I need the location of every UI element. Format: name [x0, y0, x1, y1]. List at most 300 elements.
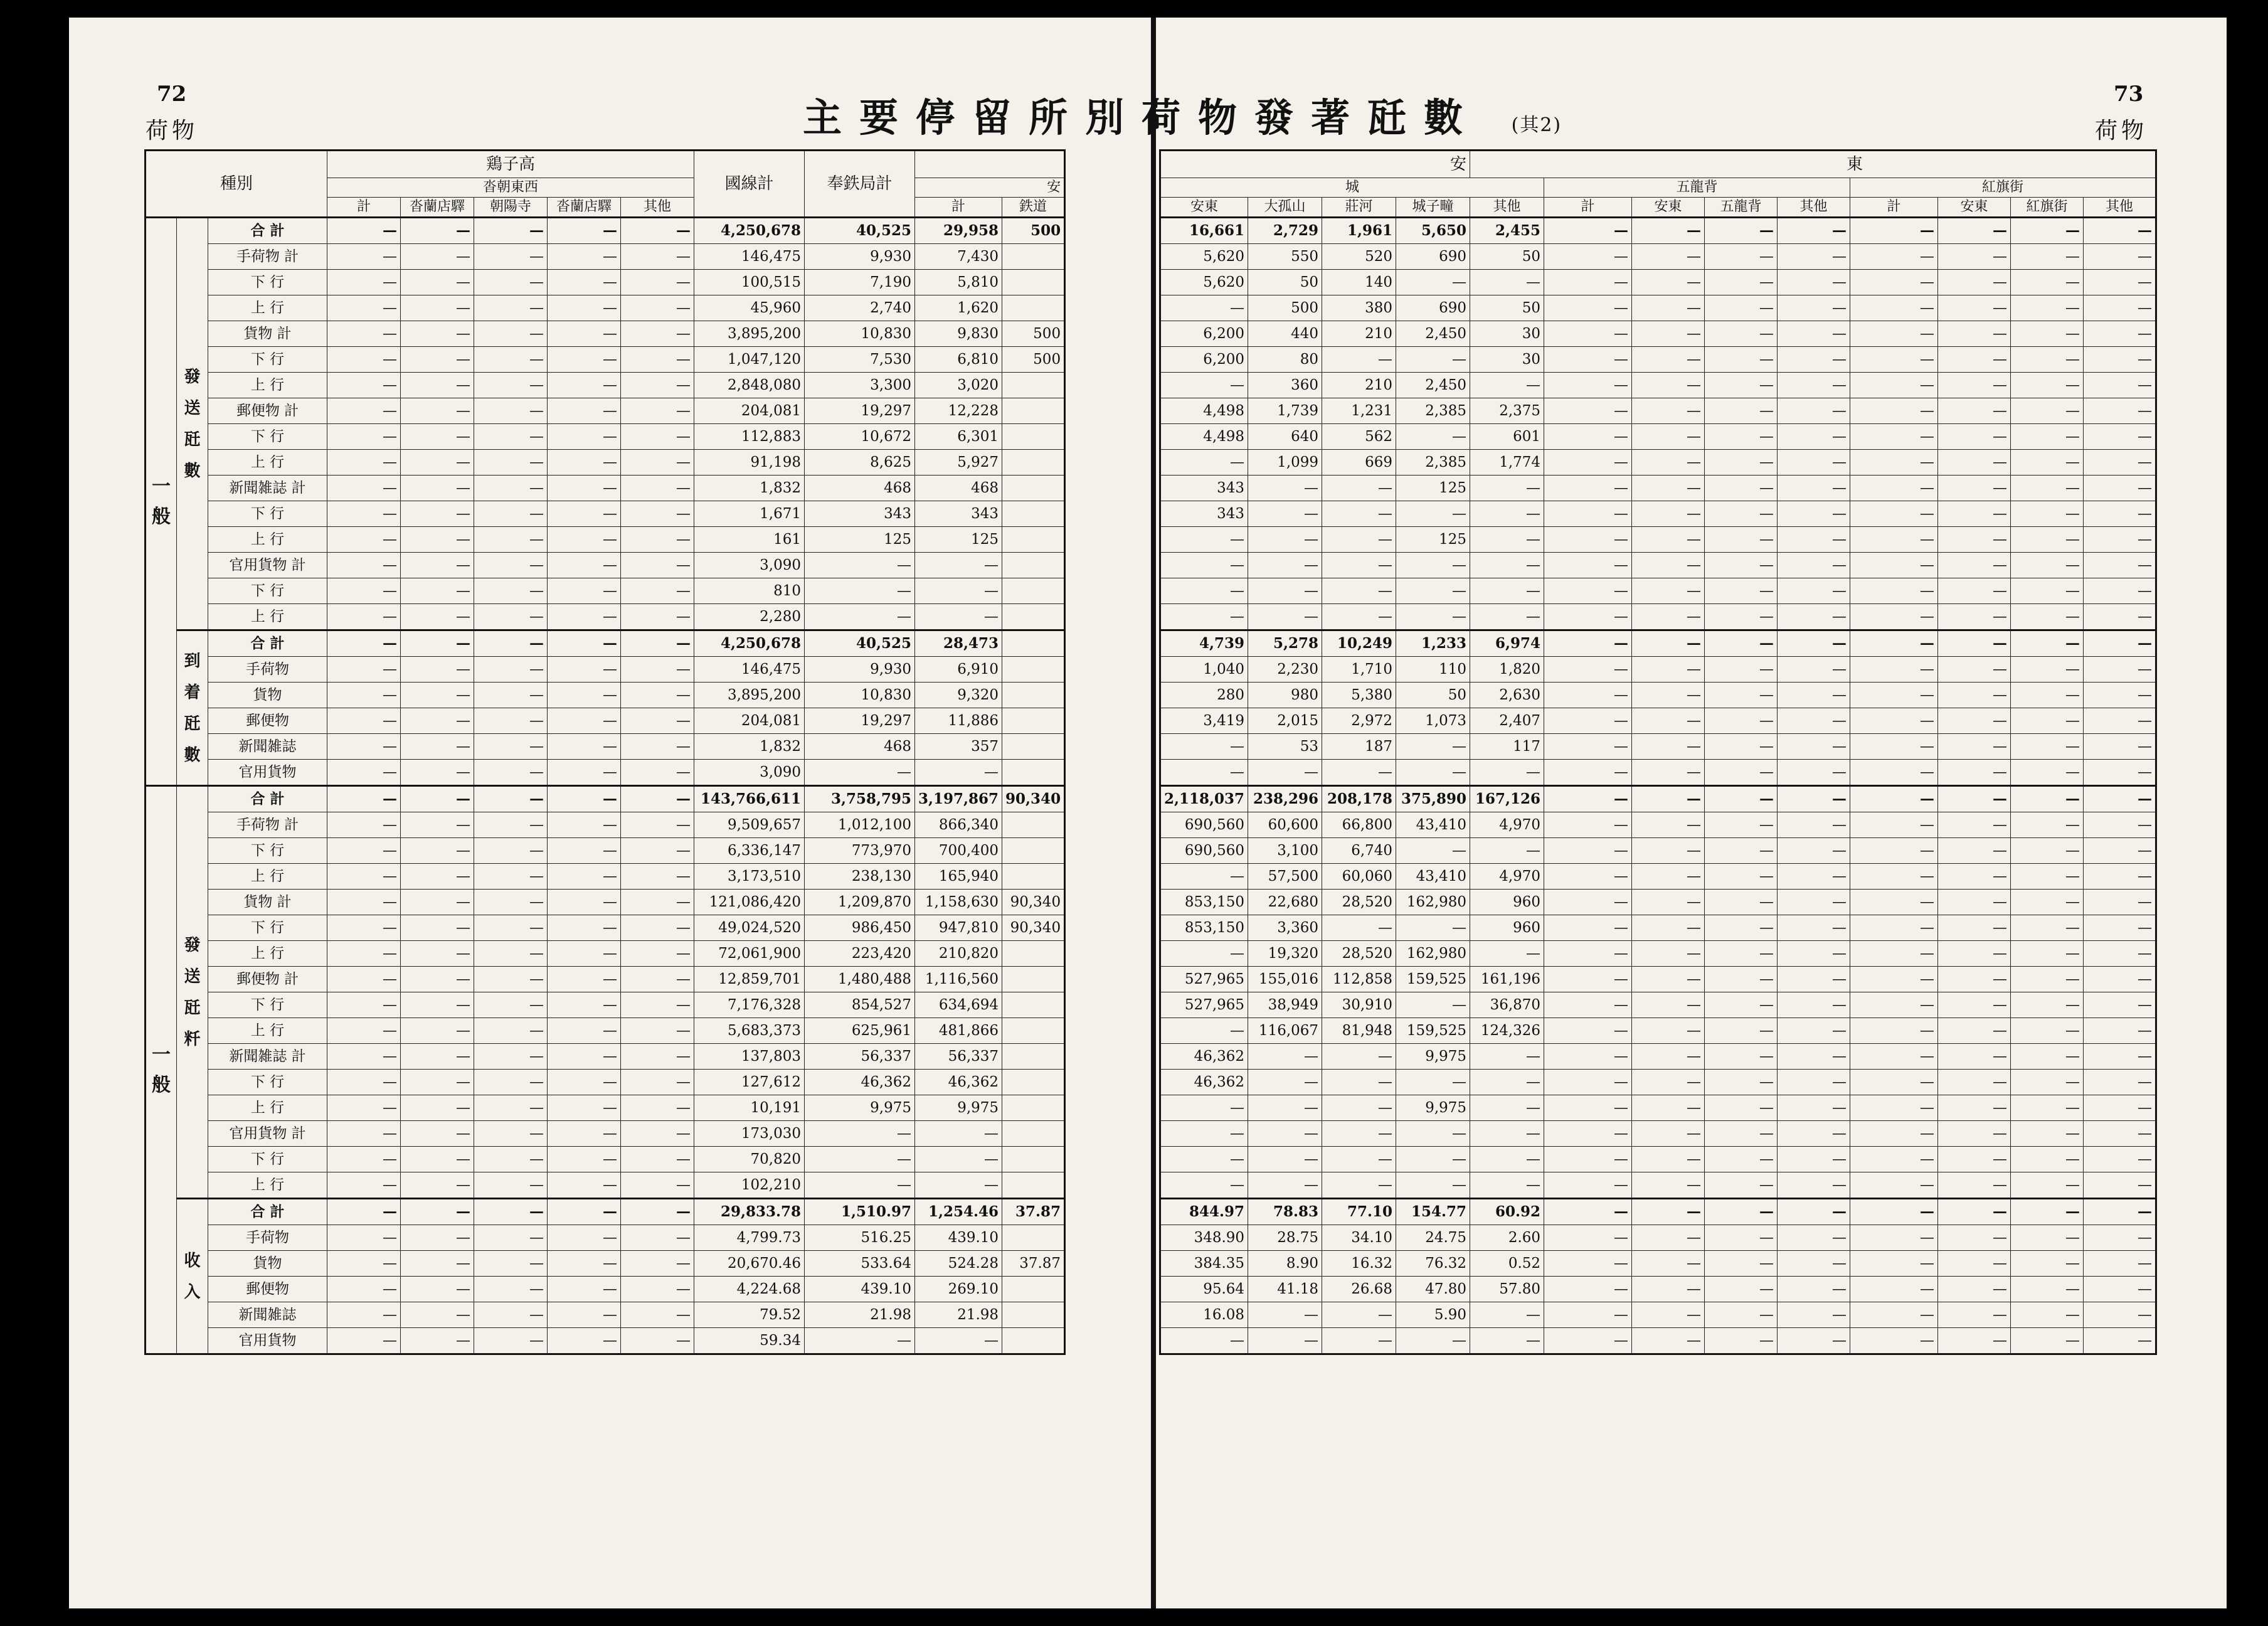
cell-dash: —	[401, 630, 474, 657]
cell-dash: —	[1850, 398, 1938, 424]
cell-value: 72,061,900	[694, 941, 805, 967]
cell-dash: —	[1850, 734, 1938, 760]
cell-value: 43,410	[1396, 812, 1470, 838]
cell-dash: —	[2011, 398, 2084, 424]
cell-value: 8,625	[805, 450, 915, 476]
row-label: 下 行	[208, 270, 327, 295]
table-row	[146, 321, 1065, 347]
table-row	[146, 424, 1065, 450]
cell-dash: —	[327, 476, 401, 501]
cell-dash: —	[1544, 941, 1632, 967]
cell-value: 70,820	[694, 1147, 805, 1172]
cell-dash: —	[1850, 1328, 1938, 1354]
row-label: 上 行	[208, 527, 327, 553]
cell-dash: —	[1850, 1302, 1938, 1328]
cell-dash: —	[1938, 1095, 2011, 1121]
cell-dash: —	[2084, 1251, 2156, 1277]
table-row	[1160, 1121, 2156, 1147]
cell-dash: —	[401, 1095, 474, 1121]
cell-dash: —	[327, 270, 401, 295]
cell-dash: —	[327, 812, 401, 838]
cell-value	[1002, 295, 1065, 321]
page-title	[803, 87, 1562, 142]
cell-value: —	[915, 1147, 1002, 1172]
cell-value: 29,958	[915, 218, 1002, 244]
table-row	[1160, 760, 2156, 786]
cell-dash: —	[621, 347, 694, 373]
cell-dash: —	[621, 218, 694, 244]
cell-value: 143,766,611	[694, 786, 805, 812]
cell-dash: —	[327, 838, 401, 864]
cell-dash: —	[548, 941, 621, 967]
cell-value: 1,671	[694, 501, 805, 527]
cell-dash: —	[2084, 1095, 2156, 1121]
cell-value: 125	[915, 527, 1002, 553]
cell-dash: —	[1544, 1328, 1632, 1354]
cell-dash: —	[2011, 1044, 2084, 1070]
cell-dash: —	[2084, 244, 2156, 270]
cell-value: 10,191	[694, 1095, 805, 1121]
cell-dash: —	[1705, 373, 1778, 398]
cell-value: 2,230	[1248, 657, 1322, 683]
cell-dash: —	[621, 1251, 694, 1277]
table-row	[146, 683, 1065, 708]
cell-value: —	[805, 553, 915, 578]
cell-value: 30,910	[1322, 992, 1396, 1018]
table-row	[146, 1044, 1065, 1070]
cell-dash: —	[401, 218, 474, 244]
cell-dash: —	[548, 992, 621, 1018]
cell-dash: —	[327, 527, 401, 553]
cell-dash: —	[1778, 424, 1850, 450]
cell-dash: —	[1938, 476, 2011, 501]
cell-dash: —	[1632, 630, 1705, 657]
cell-value: 1,012,100	[805, 812, 915, 838]
cell-value: —	[915, 1121, 1002, 1147]
table-row	[1160, 786, 2156, 812]
cell-dash: —	[1705, 864, 1778, 890]
cell-dash: —	[1938, 1302, 2011, 1328]
cell-dash: —	[327, 398, 401, 424]
cell-value: —	[1396, 424, 1470, 450]
table-row	[146, 1018, 1065, 1044]
cell-value: 165,940	[915, 864, 1002, 890]
cell-dash: —	[1705, 321, 1778, 347]
cell-value: —	[1248, 476, 1322, 501]
cell-value	[1002, 708, 1065, 734]
cell-dash: —	[474, 864, 548, 890]
cell-dash: —	[1938, 450, 2011, 476]
cell-value: 601	[1470, 424, 1544, 450]
cell-dash: —	[1632, 915, 1705, 941]
cell-value: 6,740	[1322, 838, 1396, 864]
cell-dash: —	[1850, 1121, 1938, 1147]
cell-dash: —	[1938, 734, 2011, 760]
cell-dash: —	[2084, 812, 2156, 838]
row-label: 官用貨物 計	[208, 553, 327, 578]
cell-dash: —	[2011, 786, 2084, 812]
cell-dash: —	[1705, 967, 1778, 992]
table-row	[1160, 890, 2156, 915]
cell-dash: —	[1938, 1225, 2011, 1251]
cell-value	[1002, 578, 1065, 604]
cell-value: 6,200	[1160, 347, 1248, 373]
cell-dash: —	[1850, 244, 1938, 270]
row-label: 下 行	[208, 838, 327, 864]
cell-value: —	[1248, 578, 1322, 604]
cell-value: 5,810	[915, 270, 1002, 295]
table-row	[1160, 1277, 2156, 1302]
cell-value: —	[1160, 450, 1248, 476]
cell-dash: —	[2011, 604, 2084, 630]
cell-dash: —	[1544, 812, 1632, 838]
table-row	[1160, 967, 2156, 992]
cell-dash: —	[1850, 347, 1938, 373]
cell-dash: —	[2011, 476, 2084, 501]
cell-dash: —	[327, 786, 401, 812]
cell-dash: —	[1705, 398, 1778, 424]
cell-value: —	[1396, 1121, 1470, 1147]
cell-dash: —	[1850, 657, 1938, 683]
cell-dash: —	[401, 270, 474, 295]
cell-dash: —	[327, 424, 401, 450]
cell-dash: —	[2084, 321, 2156, 347]
cell-dash: —	[2084, 630, 2156, 657]
cell-dash: —	[1705, 734, 1778, 760]
cell-value: —	[1396, 1147, 1470, 1172]
cell-value: 1,774	[1470, 450, 1544, 476]
cell-dash: —	[2011, 1147, 2084, 1172]
cell-value	[1002, 244, 1065, 270]
cell-value: —	[1470, 838, 1544, 864]
cell-dash: —	[327, 1302, 401, 1328]
cell-dash: —	[474, 450, 548, 476]
cell-dash: —	[2011, 683, 2084, 708]
cell-value: —	[1322, 1302, 1396, 1328]
row-label: 郵便物	[208, 708, 327, 734]
cell-dash: —	[474, 1070, 548, 1095]
cell-dash: —	[1850, 760, 1938, 786]
row-label: 新聞雑誌 計	[208, 476, 327, 501]
cell-dash: —	[401, 1121, 474, 1147]
cell-dash: —	[621, 1225, 694, 1251]
cell-dash: —	[621, 1277, 694, 1302]
table-row	[1160, 527, 2156, 553]
right-header-row-1	[1160, 151, 2156, 178]
cell-value: 28,520	[1322, 941, 1396, 967]
cell-dash: —	[1705, 915, 1778, 941]
cell-dash: —	[2011, 1121, 2084, 1147]
cell-dash: —	[1778, 295, 1850, 321]
cell-dash: —	[1544, 1147, 1632, 1172]
cell-value: —	[1248, 501, 1322, 527]
left-page-number: 72	[157, 82, 187, 107]
cell-dash: —	[1938, 760, 2011, 786]
cell-value: 360	[1248, 373, 1322, 398]
cell-dash: —	[474, 683, 548, 708]
cell-dash: —	[474, 1199, 548, 1225]
side-label-group: 發送瓩粁	[177, 786, 208, 1199]
cell-value: 3,090	[694, 553, 805, 578]
cell-dash: —	[1778, 398, 1850, 424]
cell-value: —	[1396, 553, 1470, 578]
cell-dash: —	[548, 321, 621, 347]
title-text: 主要停留所別荷物發著瓩數	[803, 95, 1481, 141]
cell-value: —	[805, 1147, 915, 1172]
cell-dash: —	[1778, 992, 1850, 1018]
cell-dash: —	[1778, 812, 1850, 838]
cell-value: 6,336,147	[694, 838, 805, 864]
cell-value: 810	[694, 578, 805, 604]
cell-dash: —	[1632, 1251, 1705, 1277]
cell-dash: —	[2011, 373, 2084, 398]
cell-value: 2,015	[1248, 708, 1322, 734]
cell-value: 204,081	[694, 708, 805, 734]
header-higashi: 東	[1470, 151, 2156, 178]
cell-dash: —	[548, 604, 621, 630]
table-row	[146, 992, 1065, 1018]
table-row	[146, 1277, 1065, 1302]
cell-dash: —	[1705, 657, 1778, 683]
table-row	[146, 1147, 1065, 1172]
cell-value: —	[1248, 1044, 1322, 1070]
title-subtitle: (其2)	[1511, 114, 1562, 136]
table-row	[146, 501, 1065, 527]
cell-dash: —	[1632, 1147, 1705, 1172]
cell-dash: —	[1705, 1095, 1778, 1121]
cell-value: —	[805, 1172, 915, 1199]
cell-dash: —	[401, 578, 474, 604]
cell-value: 4,799.73	[694, 1225, 805, 1251]
cell-value: 853,150	[1160, 915, 1248, 941]
cell-value: —	[1160, 553, 1248, 578]
cell-value: 1,233	[1396, 630, 1470, 657]
cell-value: 1,480,488	[805, 967, 915, 992]
cell-value: 357	[915, 734, 1002, 760]
cell-value: 343	[1160, 501, 1248, 527]
cell-dash: —	[1544, 786, 1632, 812]
cell-dash: —	[1778, 218, 1850, 244]
row-label: 上 行	[208, 1172, 327, 1199]
cell-dash: —	[327, 708, 401, 734]
cell-dash: —	[474, 657, 548, 683]
cell-value: —	[1396, 1172, 1470, 1199]
cell-value: —	[1322, 476, 1396, 501]
cell-dash: —	[474, 1225, 548, 1251]
cell-dash: —	[1778, 373, 1850, 398]
cell-dash: —	[2084, 347, 2156, 373]
cell-dash: —	[2084, 1147, 2156, 1172]
table-row	[1160, 1018, 2156, 1044]
cell-dash: —	[1705, 1070, 1778, 1095]
cell-value: —	[1160, 604, 1248, 630]
cell-dash: —	[1938, 1018, 2011, 1044]
cell-dash: —	[621, 553, 694, 578]
cell-dash: —	[1544, 398, 1632, 424]
table-row	[1160, 1251, 2156, 1277]
cell-dash: —	[1544, 501, 1632, 527]
cell-dash: —	[1705, 786, 1778, 812]
book-gutter	[1151, 18, 1156, 1608]
cell-dash: —	[1850, 1147, 1938, 1172]
cell-value: 57.80	[1470, 1277, 1544, 1302]
cell-dash: —	[474, 1302, 548, 1328]
header-jo: 城	[1160, 178, 1544, 198]
cell-value	[1002, 941, 1065, 967]
cell-value: 116,067	[1248, 1018, 1322, 1044]
cell-dash: —	[474, 915, 548, 941]
cell-dash: —	[2084, 992, 2156, 1018]
cell-dash: —	[2011, 1095, 2084, 1121]
table-row	[146, 734, 1065, 760]
cell-dash: —	[1544, 1225, 1632, 1251]
cell-value: 28,520	[1322, 890, 1396, 915]
cell-value: —	[1470, 501, 1544, 527]
cell-dash: —	[1778, 450, 1850, 476]
table-row	[146, 578, 1065, 604]
cell-value: 22,680	[1248, 890, 1322, 915]
cell-dash: —	[327, 941, 401, 967]
cell-value: 500	[1002, 321, 1065, 347]
cell-dash: —	[401, 1199, 474, 1225]
cell-dash: —	[1778, 1328, 1850, 1354]
cell-value: 690	[1396, 295, 1470, 321]
cell-dash: —	[621, 424, 694, 450]
cell-dash: —	[1938, 864, 2011, 890]
cell-dash: —	[474, 708, 548, 734]
cell-value: 110	[1396, 657, 1470, 683]
cell-dash: —	[1705, 1199, 1778, 1225]
cell-value: —	[1322, 527, 1396, 553]
cell-dash: —	[1938, 1070, 2011, 1095]
cell-dash: —	[2084, 373, 2156, 398]
row-label: 上 行	[208, 295, 327, 321]
cell-value: 125	[1396, 476, 1470, 501]
cell-dash: —	[327, 578, 401, 604]
row-label: 郵便物 計	[208, 967, 327, 992]
cell-dash: —	[1544, 683, 1632, 708]
cell-value: —	[1160, 527, 1248, 553]
table-row	[1160, 501, 2156, 527]
cell-value: 16,661	[1160, 218, 1248, 244]
cell-value: —	[1396, 270, 1470, 295]
cell-value: 1,832	[694, 476, 805, 501]
cell-dash: —	[1632, 1277, 1705, 1302]
cell-value: 16.08	[1160, 1302, 1248, 1328]
cell-value: 210,820	[915, 941, 1002, 967]
cell-dash: —	[327, 760, 401, 786]
cell-value: 2.60	[1470, 1225, 1544, 1251]
cell-dash: —	[621, 1199, 694, 1225]
cell-dash: —	[1850, 218, 1938, 244]
cell-value: —	[1470, 1147, 1544, 1172]
cell-value	[1002, 476, 1065, 501]
cell-dash: —	[1938, 295, 2011, 321]
cell-dash: —	[621, 1121, 694, 1147]
cell-dash: —	[1938, 1199, 2011, 1225]
cell-dash: —	[621, 604, 694, 630]
cell-value: —	[1160, 760, 1248, 786]
row-label: 手荷物	[208, 1225, 327, 1251]
cell-dash: —	[2084, 604, 2156, 630]
cell-value: 12,859,701	[694, 967, 805, 992]
cell-value: 53	[1248, 734, 1322, 760]
cell-dash: —	[1544, 553, 1632, 578]
cell-dash: —	[327, 683, 401, 708]
cell-value: 9,830	[915, 321, 1002, 347]
cell-value: —	[915, 1328, 1002, 1354]
cell-dash: —	[474, 786, 548, 812]
cell-value: 4,250,678	[694, 630, 805, 657]
cell-dash: —	[2011, 244, 2084, 270]
cell-dash: —	[1705, 838, 1778, 864]
cell-dash: —	[621, 915, 694, 941]
cell-dash: —	[548, 347, 621, 373]
cell-dash: —	[1850, 578, 1938, 604]
cell-dash: —	[401, 1277, 474, 1302]
cell-value: 5,927	[915, 450, 1002, 476]
table-row	[1160, 630, 2156, 657]
cell-value	[1002, 1302, 1065, 1328]
cell-value: —	[1470, 1095, 1544, 1121]
table-row	[146, 604, 1065, 630]
cell-dash: —	[1632, 604, 1705, 630]
right-header-row-2	[1160, 178, 2156, 198]
table-row	[146, 864, 1065, 890]
cell-dash: —	[621, 657, 694, 683]
header-kind: 種別	[146, 151, 327, 218]
cell-dash: —	[2011, 218, 2084, 244]
cell-dash: —	[327, 295, 401, 321]
cell-value	[1002, 527, 1065, 553]
cell-dash: —	[474, 270, 548, 295]
cell-dash: —	[1778, 1172, 1850, 1199]
cell-dash: —	[2011, 838, 2084, 864]
cell-value: —	[1470, 760, 1544, 786]
cell-dash: —	[1632, 553, 1705, 578]
cell-dash: —	[621, 1328, 694, 1354]
cell-value: 1,961	[1322, 218, 1396, 244]
cell-value: 146,475	[694, 244, 805, 270]
cell-dash: —	[1850, 1251, 1938, 1277]
table-row	[146, 373, 1065, 398]
cell-value: —	[1396, 915, 1470, 941]
cell-dash: —	[474, 1121, 548, 1147]
col-gr-goryuhai: 五龍背	[1705, 198, 1778, 218]
cell-value: 1,510.97	[805, 1199, 915, 1225]
cell-value: 7,176,328	[694, 992, 805, 1018]
left-header-row-1	[146, 151, 1065, 178]
cell-dash: —	[401, 398, 474, 424]
cell-dash: —	[1850, 501, 1938, 527]
cell-value: 46,362	[915, 1070, 1002, 1095]
cell-value: 102,210	[694, 1172, 805, 1199]
cell-dash: —	[621, 244, 694, 270]
cell-dash: —	[1705, 941, 1778, 967]
left-data-table	[144, 149, 1066, 1355]
cell-dash: —	[327, 347, 401, 373]
cell-dash: —	[548, 398, 621, 424]
cell-dash: —	[327, 244, 401, 270]
cell-dash: —	[1632, 1070, 1705, 1095]
cell-dash: —	[1632, 734, 1705, 760]
side-label-group: 發送瓩數	[177, 218, 208, 630]
cell-dash: —	[2011, 1225, 2084, 1251]
cell-value: —	[915, 578, 1002, 604]
cell-dash: —	[1632, 1172, 1705, 1199]
row-label: 郵便物	[208, 1277, 327, 1302]
cell-dash: —	[1850, 1070, 1938, 1095]
